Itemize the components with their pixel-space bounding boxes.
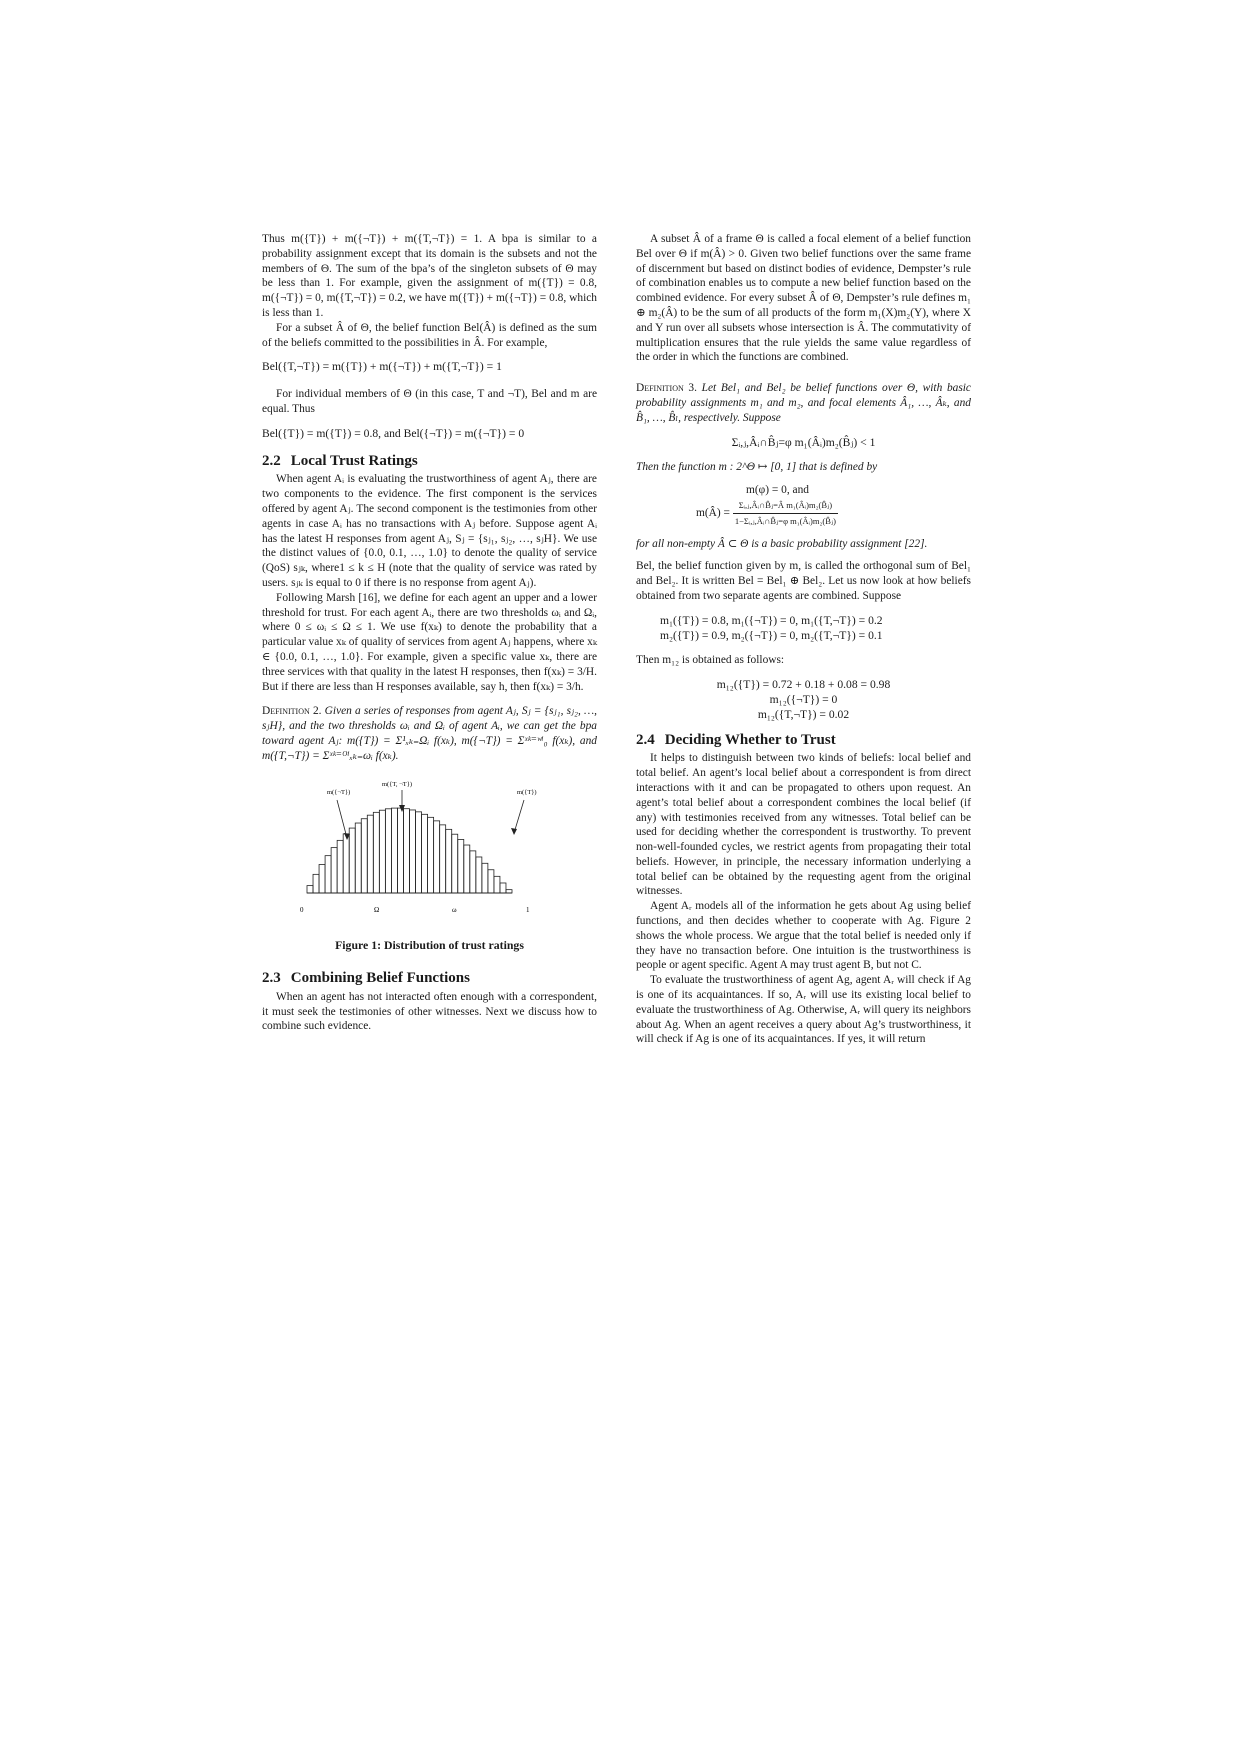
histogram-bar	[476, 856, 482, 892]
histogram-bar	[313, 874, 319, 893]
histogram-bar	[361, 818, 367, 892]
histogram-bar	[494, 876, 500, 893]
equation	[696, 498, 971, 529]
paragraph: For a subset Â of Θ, the belief function Bel(Â) is defined as the sum of the beliefs committed to the possibilities in Â. For example,	[262, 321, 597, 349]
tick-Omega: Ω	[374, 905, 380, 914]
section-number: 2.4	[636, 731, 655, 748]
paragraph: It helps to distinguish between two kinds of beliefs: local belief and total belief. An agent’s local belief about a correspondent is from direct interactions with it and can be propagated to others upon request. An agent’s total belief about a correspondent combines the local belief (if any) with testimonies received from any witnesses. Total belief can be used for deciding whether the correspondent is trustworthy. To prevent non-well-founded cycles, we restrict agents from propagating their total beliefs. However, in principle, the necessary information underlying a total belief can be obtained by the requesting agent from the original witnesses.	[636, 752, 971, 898]
fraction	[733, 498, 838, 529]
figure-1	[262, 778, 597, 954]
section-number: 2.3	[262, 970, 281, 987]
paragraph: When agent Aᵢ is evaluating the trustworthiness of agent Aⱼ, there are two components to the evidence. The first component is the services offered by agent Aⱼ. The second component is the testimonies from other agents in case Aᵢ has no transactions with Aⱼ before. Suppose agent Aᵢ has the latest H responses from agent Aⱼ, Sⱼ = {sⱼ₁, sⱼ₂, …, sⱼH}. We use the distinct values of {0.0, 0.1, …, 1.0} to denote the quality of service (QoS) sⱼₖ, where1 ≤ k ≤ H (note that the quality of service was rated by users. sⱼₖ is equal to 0 if there is no response from agent Aⱼ).	[262, 473, 597, 589]
definition-body: Let Bel₁ and Bel₂ be belief functions over Θ, with basic probability assignments m₁ and m₂, and focal elements Â₁, …, Âₖ, and B̂₁, …, B̂ₗ, respectively. Suppose	[636, 382, 971, 424]
trust-distribution-figure	[262, 778, 597, 928]
histogram-bar	[488, 869, 494, 892]
section-title: Combining Belief Functions	[290, 970, 470, 987]
equation: m₁₂({¬T}) = 0	[769, 692, 838, 706]
arrow	[337, 800, 347, 838]
histogram-bar	[434, 820, 440, 892]
histogram-bar	[379, 810, 385, 893]
paragraph: To evaluate the trustworthiness of agent Ag, agent Aᵣ will check if Ag is one of its acquaintances. If so, Aᵣ will use its existing local belief to evaluate the trustworthiness of Ag. Otherwise, Aᵣ will query its neighbors about Ag. When an agent receives a query about Ag’s trustworthiness, it will check if Ag is one of its acquaintances. If yes, it will return	[636, 974, 971, 1046]
histogram-bar	[464, 845, 470, 893]
equation: m₁₂({T}) = 0.72 + 0.18 + 0.08 = 0.98	[716, 678, 891, 692]
paragraph: A subset Â of a frame Θ is called a focal element of a belief function Bel over Θ if m(Â) > 0. Given two belief functions over the same frame of discernment but based on distinct bodies of evidence, Dempster’s rule of combination enables us to compute a new belief function based on the combined evidence. For every subset Â of Θ, Dempster’s rule defines m₁ ⊕ m₂(Â) to be the sum of all products of the form m₁(X)m₂(Y), where X and Y run over all subsets whose intersection is Â. The commutativity of multiplication ensures that the rule yields the same value regardless of the order in which the functions are combined.	[636, 233, 971, 364]
definition-label: Definition 3.	[636, 382, 697, 395]
equation: m₁({T}) = 0.8, m₁({¬T}) = 0, m₁({T,¬T}) = 0.2	[660, 613, 883, 627]
histogram-bar	[391, 808, 397, 893]
histogram-bar	[325, 855, 331, 892]
section-heading-2-3	[262, 971, 597, 986]
histogram-bars	[307, 808, 512, 893]
left-column	[262, 232, 597, 1034]
histogram-bar	[428, 817, 434, 893]
paragraph: Then the function m : 2^Θ ↦ [0, 1] that is defined by	[636, 461, 878, 474]
histogram-bar	[355, 823, 361, 893]
paragraph: Then m₁₂ is obtained as follows:	[636, 654, 785, 667]
histogram-bar	[331, 847, 337, 892]
histogram-bar	[500, 882, 506, 892]
right-column	[636, 232, 971, 1047]
histogram-bar	[422, 814, 428, 893]
histogram-bar	[403, 808, 409, 892]
histogram-bar	[458, 839, 464, 893]
numerator: Σᵢ,ⱼ,Âᵢ∩B̂ⱼ=Â m₁(Âᵢ)m₂(B̂ⱼ)	[733, 498, 838, 514]
paragraph: For individual members of Θ (in this case, T and ¬T), Bel and m are equal. Thus	[262, 388, 597, 415]
histogram-bar	[446, 829, 452, 893]
equation-block	[660, 614, 971, 644]
definition-label: Definition 2.	[262, 705, 322, 718]
section-title: Deciding Whether to Trust	[664, 731, 836, 748]
equation: m(φ) = 0, and	[746, 484, 809, 497]
definition-3	[636, 381, 971, 425]
label-m-T-notT: m({T, ¬T})	[382, 780, 412, 788]
histogram-bar	[470, 850, 476, 892]
histogram-bar	[337, 840, 343, 893]
arrowhead	[511, 828, 517, 835]
equation: Σᵢ,ⱼ,Âᵢ∩B̂ⱼ=φ m₁(Âᵢ)m₂(B̂ⱼ) < 1	[731, 435, 876, 449]
equation: m₁₂({T,¬T}) = 0.02	[757, 707, 850, 721]
histogram-bar	[397, 808, 403, 893]
section-heading-2-2	[262, 454, 597, 469]
histogram-bar	[373, 812, 379, 893]
equation: Bel({T,¬T}) = m({T}) + m({¬T}) + m({T,¬T}) = 1	[262, 360, 502, 374]
figure-caption: Figure 1: Distribution of trust ratings	[335, 938, 524, 953]
paragraph: for all non-empty Â ⊂ Θ is a basic probability assignment [22].	[636, 537, 928, 550]
section-number: 2.2	[262, 452, 281, 469]
equation-block	[696, 483, 971, 528]
equation-block	[636, 678, 971, 722]
histogram-bar	[506, 889, 512, 892]
equation: Bel({T}) = m({T}) = 0.8, and Bel({¬T}) = m({¬T}) = 0	[262, 426, 525, 440]
histogram-bar	[343, 833, 349, 892]
section-title: Local Trust Ratings	[290, 452, 418, 469]
paragraph: Following Marsh [16], we define for each agent an upper and a lower threshold for trust. For each agent Aᵢ, there are two thresholds ωᵢ and Ωᵢ, where 0 ≤ ωᵢ ≤ Ω ≤ 1. We use f(xₖ) to denote the probability that a particular value xₖ of quality of services from agent Aⱼ happens, where xₖ ∈ {0.0, 0.1, …, 1.0}. For example, given a specific value xₖ, there are three services with that quality in the latest H responses, then f(xₖ) = 3/H. But if there are less than H responses available, say h, then f(xₖ) = 3/h.	[262, 591, 597, 693]
tick-omega: ω	[452, 905, 457, 914]
paragraph: Thus m({T}) + m({¬T}) + m({T,¬T}) = 1. A bpa is similar to a probability assignment except that its domain is the subsets and not the members of Θ. The sum of the bpa’s of the singleton subsets of Θ may be less than 1. For example, given the assignment of m({T}) = 0.8, m({¬T}) = 0, m({T,¬T}) = 0.2, we have m({T}) + m({¬T}) = 0.8, which is less than 1.	[262, 233, 597, 319]
arrow	[514, 800, 524, 833]
histogram-bar	[307, 885, 313, 892]
histogram-bar	[349, 828, 355, 893]
paragraph: When an agent has not interacted often enough with a correspondent, it must seek the testimonies of other witnesses. Next we discuss how to combine such evidence.	[262, 990, 597, 1033]
label-m-T: m({T})	[517, 788, 537, 796]
label-m-notT: m({¬T})	[327, 788, 351, 796]
histogram-bar	[385, 808, 391, 892]
paragraph: Agent Aᵣ models all of the information he gets about Ag using belief functions, and then decides whether to cooperate with Ag. Figure 2 shows the whole process. We argue that the total belief is needed only if they have no transaction before. One intuition is the trustworthiness is people or agent specific. Agent A may trust agent B, but not C.	[636, 900, 971, 972]
histogram-bar	[416, 811, 422, 892]
denominator: 1−Σᵢ,ⱼ,Âᵢ∩B̂ⱼ=φ m₁(Âᵢ)m₂(B̂ⱼ)	[734, 515, 837, 526]
histogram-bar	[440, 824, 446, 892]
equation: m₂({T}) = 0.9, m₂({¬T}) = 0, m₂({T,¬T}) = 0.1	[660, 628, 883, 642]
histogram-bar	[452, 834, 458, 893]
histogram-bar	[410, 809, 416, 892]
tick-0: 0	[300, 905, 304, 914]
definition-body: Given a series of responses from agent Aⱼ, Sⱼ = {sⱼ₁, sⱼ₂, …, sⱼH}, and the two thresholds ωᵢ and Ωᵢ of agent Aᵢ, we can get the bpa toward agent Aⱼ: m({T}) = Σ¹ₓₖ₌Ωᵢ f(xₖ), m({¬T}) = Σˣᵏ⁼ʷⁱ₀ f(xₖ), and m({T,¬T}) = Σˣᵏ⁼ᴼⁱₓₖ₌ωᵢ f(xₖ).	[262, 705, 597, 762]
section-heading-2-4	[636, 733, 971, 748]
tick-1: 1	[526, 905, 530, 914]
equation-lhs: m(Â) =	[696, 506, 730, 519]
paragraph: Bel, the belief function given by m, is called the orthogonal sum of Bel₁ and Bel₂. It is written Bel = Bel₁ ⊕ Bel₂. Let us now look at how beliefs obtained from two separate agents are combined. Suppose	[636, 560, 971, 602]
histogram-bar	[482, 863, 488, 893]
histogram-bar	[367, 815, 373, 893]
histogram-bar	[319, 864, 325, 892]
definition-2	[262, 704, 597, 763]
